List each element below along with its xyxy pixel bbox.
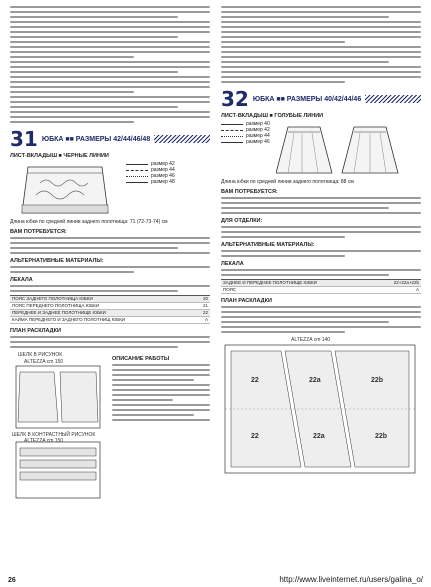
size-label: размер 46 — [246, 139, 270, 145]
plan-heading: ПЛАН РАСКЛАДКИ — [221, 298, 272, 304]
skirt-31-drawing — [10, 161, 120, 219]
materials-heading: ВАМ ПОТРЕБУЕТСЯ: — [221, 189, 278, 195]
skirt-32-illustration — [221, 121, 421, 179]
section-title: ЮБКА ■■ РАЗМЕРЫ 42/44/46/48 — [41, 135, 151, 143]
header-hatch — [365, 95, 421, 103]
piece-label: 22a — [309, 377, 321, 384]
piece-label: 22 — [251, 377, 259, 384]
skirt-32-drawing — [276, 121, 404, 179]
alternative-text — [10, 266, 210, 273]
size-label: размер 40 — [246, 121, 270, 127]
plan-text — [10, 336, 210, 348]
pattern-table — [10, 295, 210, 324]
pattern-text — [10, 285, 210, 292]
materials-text — [10, 237, 210, 254]
sheet-label: ЛИСТ-ВКЛАДЫШ ■ ЧЕРНЫЕ ЛИНИИ — [10, 153, 109, 159]
section-31-header — [10, 129, 210, 149]
size-label: размер 42 — [246, 127, 270, 133]
fabric-contrast-label: ШЕЛК В КОНТРАСТНЫЙ РИСУНОК — [12, 432, 96, 438]
section-title: ЮБКА ■■ РАЗМЕРЫ 40/42/44/46 — [252, 95, 362, 103]
table-row: ПОЯС A — [223, 287, 419, 292]
cutting-layout-31 — [10, 352, 106, 502]
plan-heading: ПЛАН РАСКЛАДКИ — [10, 328, 61, 334]
section-number: 32 — [221, 87, 249, 111]
alternative-heading: АЛЬТЕРНАТИВНЫЕ МАТЕРИАЛЫ: — [10, 258, 104, 264]
continued-text-block — [221, 6, 421, 83]
materials-heading: ВАМ ПОТРЕБУЕТСЯ: — [10, 229, 67, 235]
work-description — [112, 352, 210, 502]
header-hatch — [154, 135, 210, 143]
size-legend — [221, 121, 270, 145]
table-row: КАЙМА ПЕРЕДНЕГО И ЗАДНЕГО ПОЛОТНИЩ ЮБКИ A — [12, 317, 208, 322]
size-label: размер 42 — [151, 161, 175, 167]
layout-and-work — [10, 352, 210, 502]
left-column — [10, 6, 210, 502]
length-note: Длина юбки по средней линии заднего полотнища: 71 (72-73-74) см — [10, 219, 168, 225]
fabric-width-label: ALTEZZA cm 140 — [291, 337, 331, 343]
fabric-print-label: ШЕЛК В РИСУНОК — [18, 352, 63, 358]
pattern-table — [221, 279, 421, 294]
cutting-layout-32 — [221, 337, 421, 477]
cutting-layout-drawing — [10, 352, 106, 502]
materials-text — [221, 197, 421, 214]
piece-label: 22a — [313, 433, 325, 440]
work-text — [112, 364, 210, 421]
work-heading: ОПИСАНИЕ РАБОТЫ — [112, 356, 170, 362]
alternative-text — [221, 250, 421, 257]
alternative-heading: АЛЬТЕРНАТИВНЫЕ МАТЕРИАЛЫ: — [221, 242, 315, 248]
sheet-label: ЛИСТ-ВКЛАДЫШ ■ ГОЛУБЫЕ ЛИНИИ — [221, 113, 324, 119]
size-label: размер 46 — [151, 173, 175, 179]
skirt-31-illustration — [10, 161, 210, 219]
pattern-heading: ЛЕКАЛА — [221, 261, 244, 267]
size-legend — [126, 161, 175, 185]
right-column — [221, 6, 421, 477]
finish-heading: ДЛЯ ОТДЕЛКИ: — [221, 218, 263, 224]
fabric-width-label: ALTEZZA cm 150 — [24, 359, 64, 365]
intro-text-block — [10, 6, 210, 123]
section-32-header — [221, 89, 421, 109]
piece-label: 22b — [371, 377, 384, 384]
size-label: размер 48 — [151, 179, 175, 185]
page-number: 26 — [8, 577, 16, 584]
cutting-layout-drawing — [221, 337, 421, 477]
plan-text — [221, 306, 421, 333]
pattern-text — [221, 269, 421, 276]
piece-label: 22b — [375, 433, 388, 440]
table-row: ПОЯС ЗАДНЕГО ПОЛОТНИЩА ЮБКИ 20 — [12, 296, 208, 301]
section-number: 31 — [10, 127, 38, 151]
table-row: ПОЯС ПЕРЕДНЕГО ПОЛОТНИЩА ЮБКИ 21 — [12, 303, 208, 308]
length-note: Длина юбки по средней линии заднего полотнища: 88 см — [221, 179, 354, 185]
footer-url[interactable]: http://www.liveinternet.ru/users/galina_o/ — [279, 575, 423, 584]
fabric-width-label: ALTEZZA cm 150 — [24, 438, 64, 444]
table-row: ПЕРЕДНЕЕ И ЗАДНЕЕ ПОЛОТНИЩЕ ЮБКИ 22 — [12, 310, 208, 315]
size-label: размер 44 — [151, 167, 175, 173]
size-label: размер 44 — [246, 133, 270, 139]
piece-label: 22 — [251, 433, 259, 440]
table-row: ЗАДНЕЕ И ПЕРЕДНЕЕ ПОЛОТНИЩЕ ЮБКИ 22+22a+22b — [223, 280, 419, 285]
finish-text — [221, 226, 421, 238]
pattern-heading: ЛЕКАЛА — [10, 277, 33, 283]
